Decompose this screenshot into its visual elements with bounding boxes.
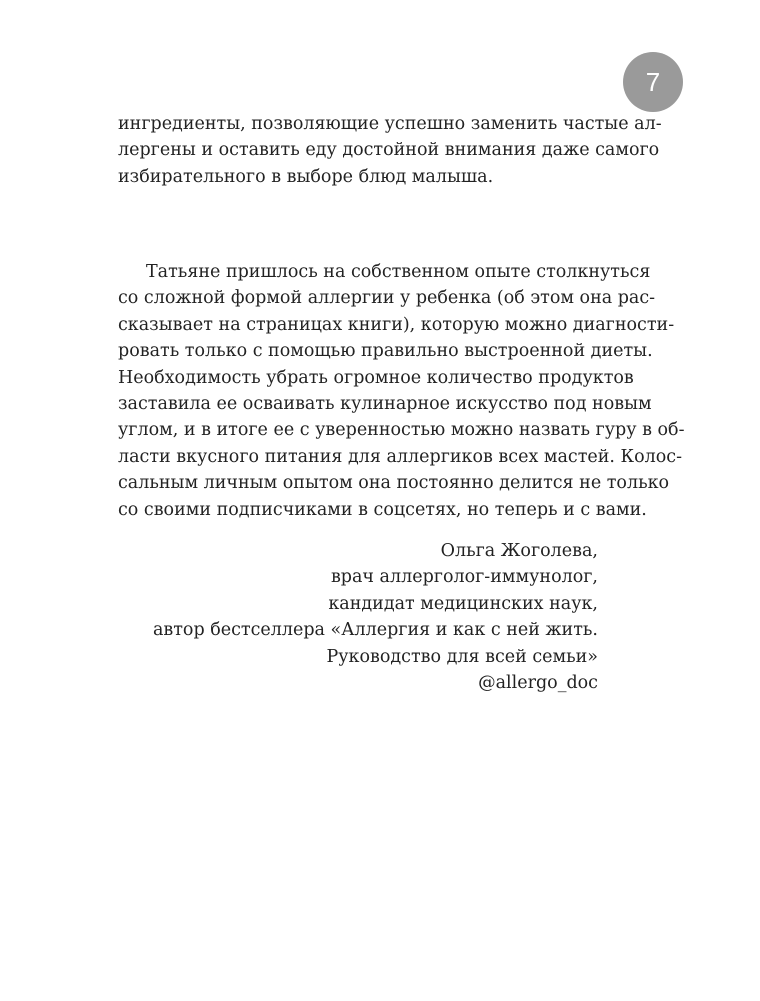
text-line: со своими подписчиками в соцсетях, но теперь и с вами.: [118, 499, 647, 520]
page-number: 7: [645, 66, 661, 97]
text-line: ровать только с помощью правильно выстроенной диеты.: [118, 341, 653, 362]
text-line: ингредиенты, позволяющие успешно заменить частые ал-: [118, 114, 662, 134]
text-line: Необходимость убрать огромное количество продуктов: [118, 367, 634, 388]
text-line: углом, и в итоге ее с уверенностью можно назвать гуру в об-: [118, 420, 685, 441]
text-line: ласти вкусного питания для аллергиков всех мастей. Колос-: [118, 446, 682, 467]
author-signature: [118, 538, 598, 696]
text-line: избирательного в выборе блюд малыша.: [118, 166, 494, 187]
text-line: сказывает на страницах книги), которую можно диагности-: [118, 314, 675, 335]
author-handle: @allergo_doc: [478, 673, 598, 694]
author-book-line-1: автор бестселлера «Аллергия и как с ней жить.: [152, 620, 598, 641]
paragraph-1: [118, 111, 662, 190]
text-line: сальным личным опытом она постоянно делится не только: [118, 473, 670, 494]
text-line: со сложной формой аллергии у ребенка (об этом она рас-: [118, 288, 656, 309]
author-name: Ольга Жоголева,: [440, 541, 598, 561]
author-title: врач аллерголог-иммунолог,: [330, 567, 598, 588]
text-line: заставила ее осваивать кулинарное искусство под новым: [118, 394, 652, 415]
page-number-badge: [623, 52, 683, 112]
text-line: Татьяне пришлось на собственном опыте столкнуться: [146, 262, 651, 282]
paragraph-2: [118, 259, 685, 523]
text-line: лергены и оставить еду достойной внимания даже самого: [118, 140, 660, 161]
author-degree: кандидат медицинских наук,: [328, 593, 598, 614]
author-book-line-2: Руководство для всей семьи»: [326, 646, 598, 667]
